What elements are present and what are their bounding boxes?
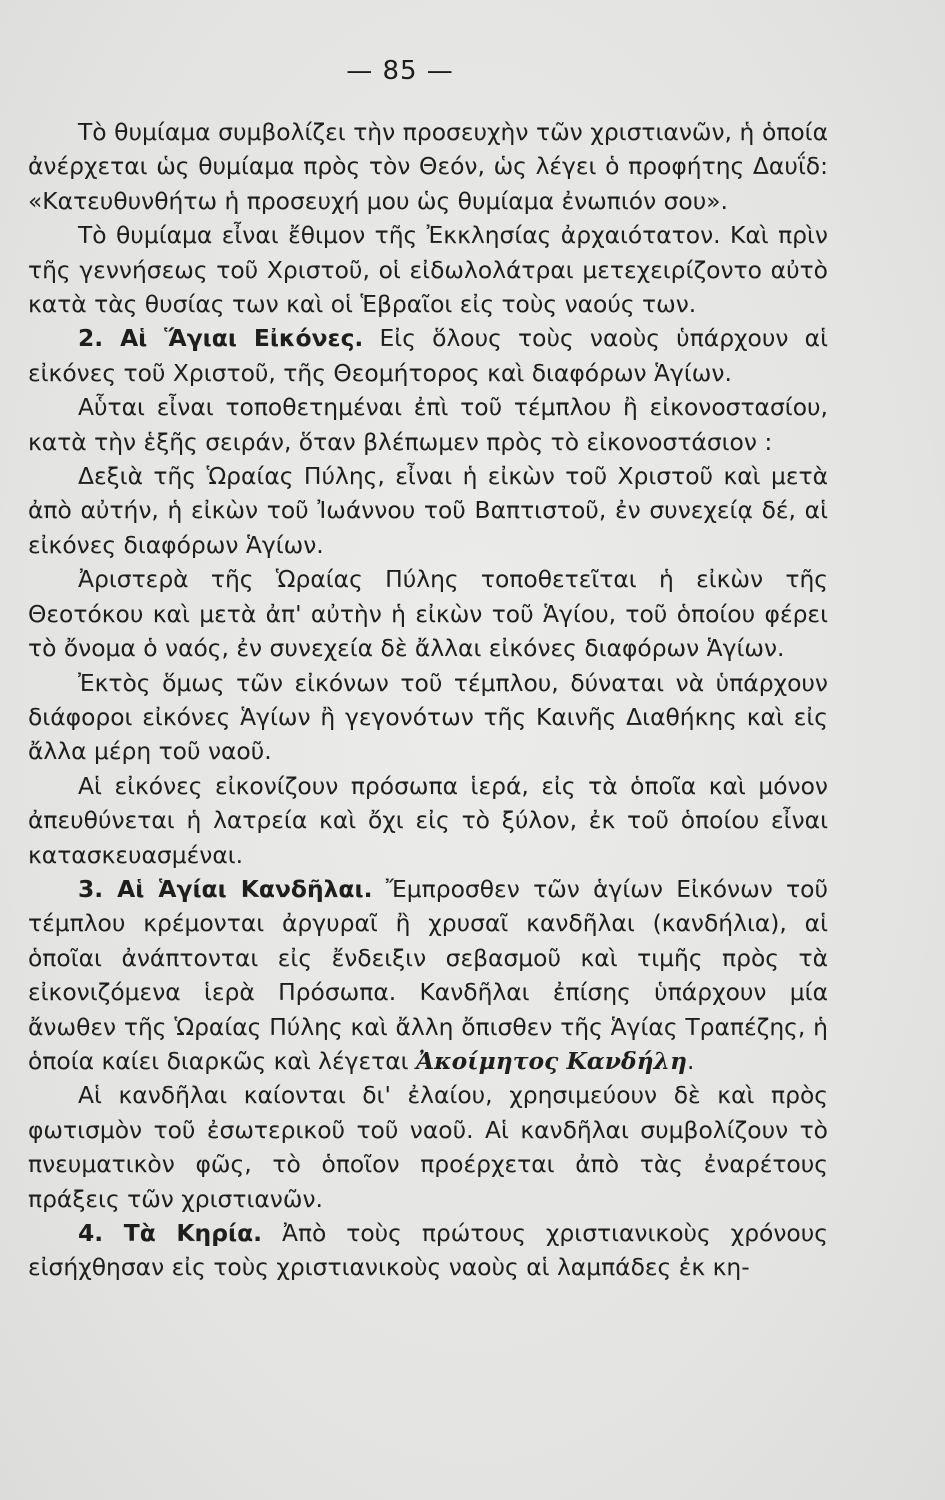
paragraph-other-icons: [28, 666, 828, 769]
page-number: — 85 —: [346, 56, 454, 86]
section-heading-holy-lamps: 3. Αἱ Ἁγίαι Κανδῆλαι.: [78, 874, 373, 903]
body-text: [28, 115, 828, 1285]
paragraph-incense-symbolism: [28, 115, 828, 218]
section-heading-candles: 4. Τὰ Κηρία.: [78, 1219, 263, 1247]
paragraph-text: Ἀριστερὰ τῆς Ὡραίας Πύλης τοποθετεῖται ἡ εἰκὼν τῆς Θεοτόκου καὶ μετὰ ἀπ' αὐτὴν ἡ εἰκὼν τοῦ Ἁγίου, τοῦ ὁποίου φέρει τὸ ὄνομα ὁ ναός, ἐν συνεχεία δὲ ἄλλαι εἰκόνες διαφόρων Ἁγίων.: [28, 565, 828, 663]
paragraph-text: Αὗται εἶναι τοποθετημέναι ἐπὶ τοῦ τέμπλου ἢ εἰκονοστασίου, κατὰ τὴν ἑξῆς σειράν, ὅταν βλέπωμεν πρὸς τὸ εἰκονοστάσιον :: [28, 393, 828, 456]
paragraph-text: Ἀπὸ τοὺς πρώτους χριστιανικοὺς χρόνους εἰσήχθησαν εἰς τοὺς χριστιανικοὺς ναοὺς αἱ λαμπάδες ἐκ κη-: [28, 1219, 828, 1282]
italic-term: Ἀκοίμητος Κανδήλη: [416, 1046, 688, 1075]
paragraph-icons-depict: [28, 769, 828, 872]
paragraph-candles: [28, 1216, 828, 1285]
paragraph-right-of-gate: [28, 459, 828, 562]
paragraph-text: Ἐκτὸς ὅμως τῶν εἰκόνων τοῦ τέμπλου, δύναται νὰ ὑπάρχουν διάφοροι εἰκόνες Ἁγίων ἢ γεγονότων τῆς Καινῆς Διαθήκης καὶ εἰς ἄλλα μέρη τοῦ ναοῦ.: [28, 668, 828, 766]
paragraph-text: Τὸ θυμίαμα συμβολίζει τὴν προσευχὴν τῶν χριστιανῶν, ἡ ὁποία ἀνέρχεται ὡς θυμίαμα πρὸς τὸν Θεόν, ὡς λέγει ὁ προφήτης Δαυΐδ: «Κατευθυνθήτω ἡ προσευχή μου ὡς θυμίαμα ἐνωπιόν σου».: [28, 118, 828, 215]
paragraph-lamps-oil: [28, 1078, 828, 1216]
paragraph-holy-lamps: [28, 872, 828, 1078]
paragraph-left-of-gate: [28, 562, 828, 665]
paragraph-holy-icons: [28, 321, 828, 390]
paragraph-text: Εἰς ὅλους τοὺς ναοὺς ὑπάρχουν αἱ εἰκόνες τοῦ Χριστοῦ, τῆς Θεομήτορος καὶ διαφόρων Ἁγίων.: [28, 324, 828, 387]
paragraph-icon-placement: [28, 390, 828, 459]
section-heading-holy-icons: 2. Αἱ Ἅγιαι Εἰκόνες.: [78, 324, 364, 353]
paragraph-tail: .: [687, 1046, 695, 1075]
paragraph-text: Ἔμπροσθεν τῶν ἁγίων Εἰκόνων τοῦ τέμπλου κρέμονται ἀργυραῖ ἢ χρυσαῖ κανδῆλαι (κανδήλια), αἱ ὁποῖαι ἀνάπτονται εἰς ἔνδειξιν σεβασμοῦ καὶ τιμῆς πρὸς τὰ εἰκονιζόμενα ἱερὰ Πρόσωπα. Κανδῆλαι ἐπίσης ὑπάρχουν μία ἄνωθεν τῆς Ὡραίας Πύλης καὶ ἄλλη ὄπισθεν τῆς Ἁγίας Τραπέζης, ἡ ὁποία καίει διαρκῶς καὶ λέγεται: [28, 874, 828, 1075]
paragraph-text: Αἱ εἰκόνες εἰκονίζουν πρόσωπα ἱερά, εἰς τὰ ὁποῖα καὶ μόνον ἀπευθύνεται ἡ λατρεία καὶ ὄχι εἰς τὸ ξύλον, ἐκ τοῦ ὁποίου εἶναι κατασκευασμέναι.: [28, 771, 828, 869]
paragraph-text: Τὸ θυμίαμα εἶναι ἔθιμον τῆς Ἐκκλησίας ἀρχαιότατον. Καὶ πρὶν τῆς γεννήσεως τοῦ Χριστοῦ, οἱ εἰδωλολάτραι μετεχειρίζοντο αὐτὸ κατὰ τὰς θυσίας των καὶ οἱ Ἑβραῖοι εἰς τοὺς ναούς των.: [28, 221, 828, 319]
paragraph-text: Δεξιὰ τῆς Ὡραίας Πύλης, εἶναι ἡ εἰκὼν τοῦ Χριστοῦ καὶ μετὰ ἀπὸ αὐτήν, ἡ εἰκὼν τοῦ Ἰωάννου τοῦ Βαπτιστοῦ, ἐν συνεχείᾳ δέ, αἱ εἰκόνες διαφόρων Ἁγίων.: [28, 462, 828, 559]
paragraph-text: Αἱ κανδῆλαι καίονται δι' ἐλαίου, χρησιμεύουν δὲ καὶ πρὸς φωτισμὸν τοῦ ἐσωτερικοῦ τοῦ ναοῦ. Αἱ κανδῆλαι συμβολίζουν τὸ πνευματικὸν φῶς, τὸ ὁποῖον προέρχεται ἀπὸ τὰς ἐναρέτους πράξεις τῶν χριστιανῶν.: [28, 1081, 828, 1213]
paragraph-incense-custom: [28, 218, 828, 321]
